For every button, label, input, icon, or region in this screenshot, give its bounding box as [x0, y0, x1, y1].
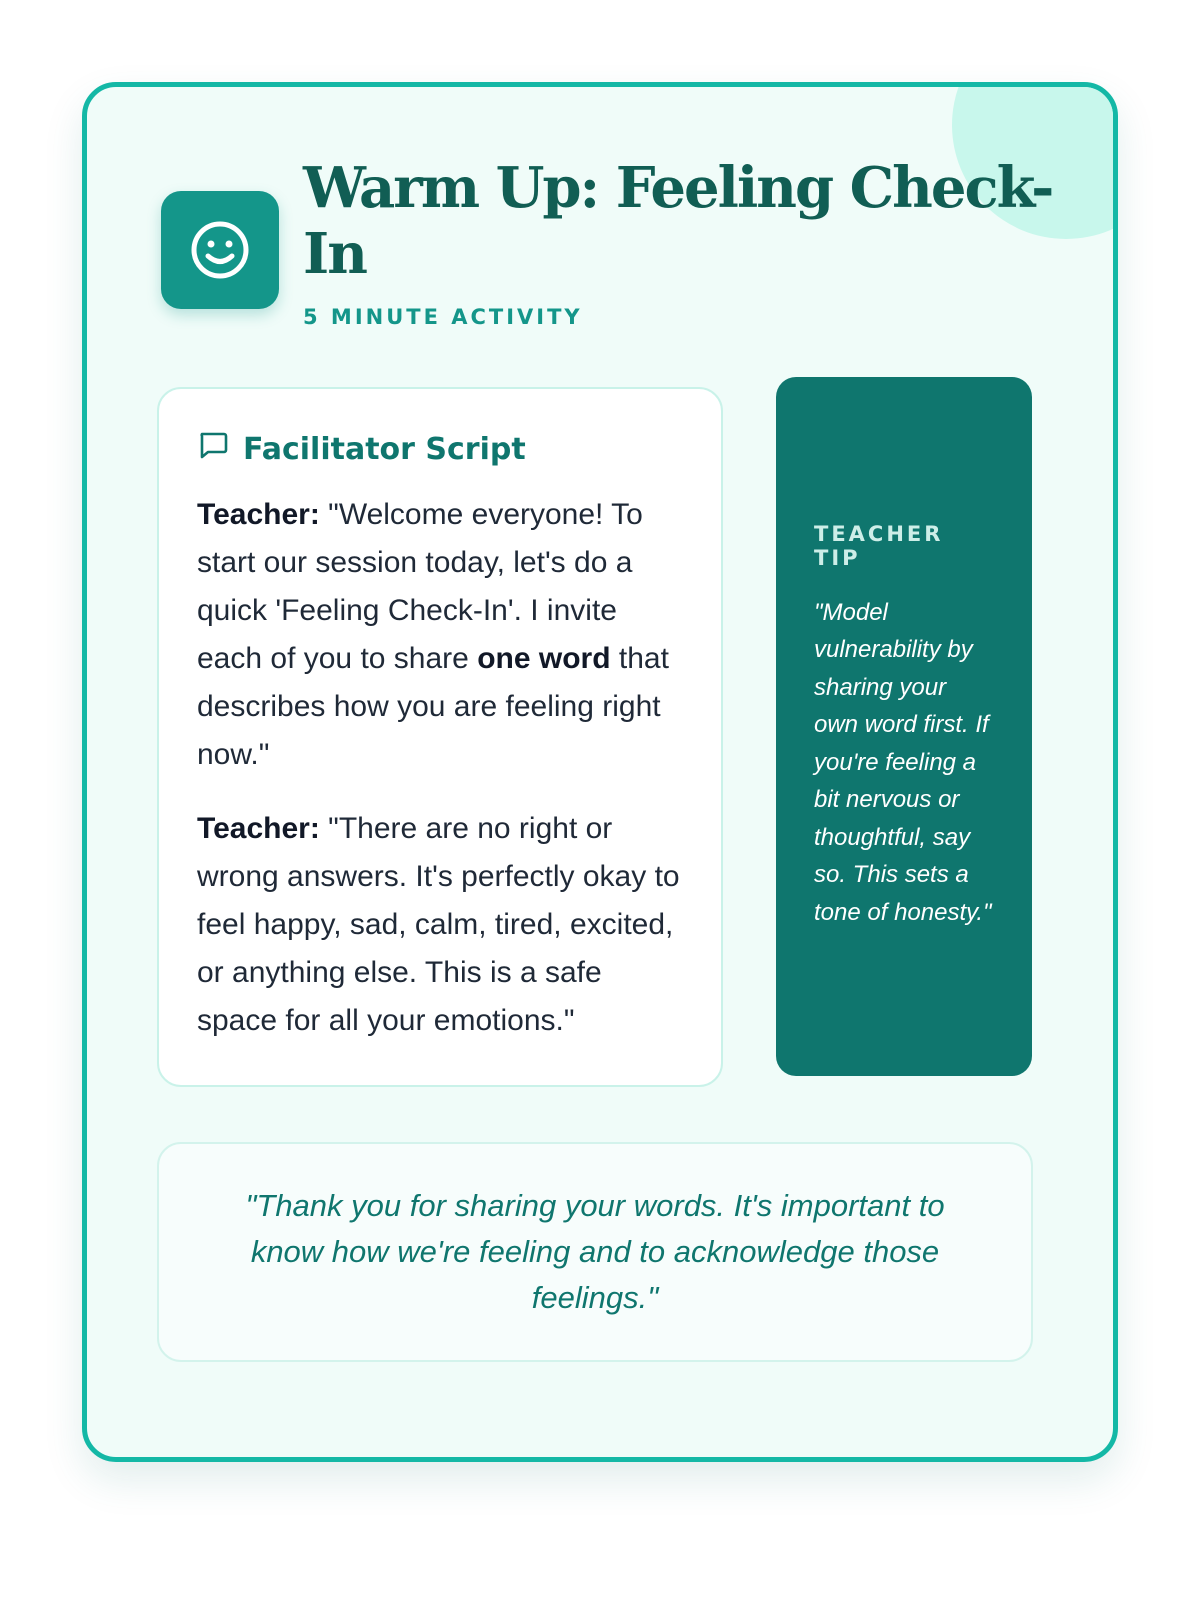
closing-quote-panel	[157, 1142, 1033, 1362]
facilitator-script-panel	[157, 387, 723, 1087]
tip-label: TEACHER TIP	[814, 521, 944, 570]
closing-quote: "Thank you for sharing your words. It's important to know how we're feeling and to acknowledge those feelings."	[245, 1188, 945, 1315]
speaker-label: Teacher:	[197, 812, 320, 845]
activity-card	[82, 82, 1118, 1462]
script-emphasis: one word	[477, 642, 611, 675]
tip-text: "Model vulnerability by sharing your own word first. If you're feeling a bit nervous or thoughtful, say so. This sets a tone of honesty."	[814, 598, 992, 926]
script-text: that describes how you are feeling right now."	[197, 642, 669, 771]
speech-bubble-icon	[197, 429, 229, 469]
teacher-tip-panel	[776, 377, 1032, 1076]
script-text: "There are no right or wrong answers. It's perfectly okay to feel happy, sad, calm, tired, excited, or anything else. This is a safe space for all your emotions."	[197, 812, 680, 1037]
script-paragraph	[197, 491, 683, 779]
activity-duration: 5 MINUTE ACTIVITY	[303, 305, 583, 329]
script-text: "Welcome everyone! To start our session today, let's do a quick 'Feeling Check-In'. I invite each of you to share	[197, 498, 643, 675]
smiley-face-icon	[161, 191, 279, 309]
script-heading	[197, 429, 683, 469]
script-paragraph	[197, 805, 683, 1045]
script-heading-label: Facilitator Script	[243, 431, 526, 467]
speaker-label: Teacher:	[197, 498, 320, 531]
activity-title: Warm Up: Feeling Check-In	[303, 155, 1053, 287]
